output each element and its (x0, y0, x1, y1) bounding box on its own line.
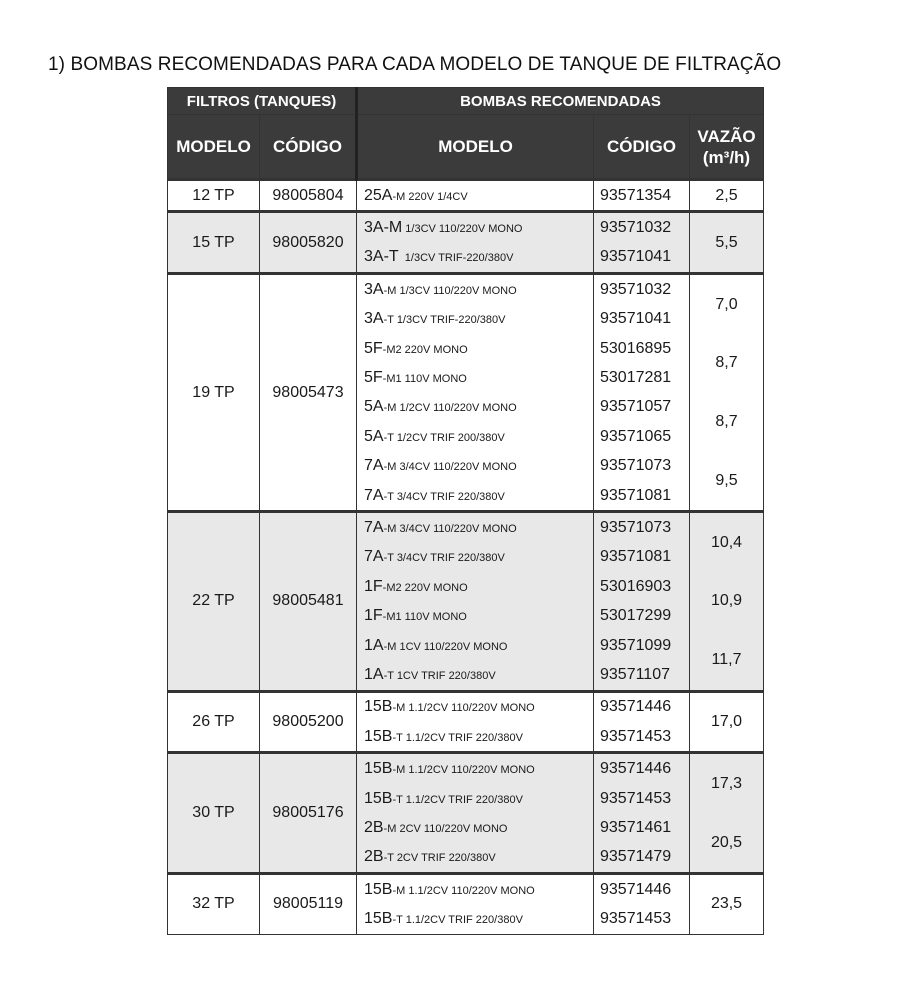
table-body (168, 180, 764, 935)
pump-code-cell: 53017281 (594, 363, 690, 392)
filter-model-cell: 19 TP (168, 274, 260, 512)
page-title: 1) BOMBAS RECOMENDADAS PARA CADA MODELO DE TANQUE DE FILTRAÇÃO (48, 54, 782, 75)
pump-model-cell (357, 363, 594, 392)
pump-model-name: 3A-M (364, 219, 403, 237)
pump-model-cell (357, 305, 594, 334)
pump-model-spec: -M 1.1/2CV 110/220V MONO (392, 884, 535, 897)
pump-model-cell (357, 631, 594, 660)
pump-model-name: 7A (364, 486, 384, 504)
pump-model-cell (357, 512, 594, 543)
pump-model-spec: -M 1/2CV 110/220V MONO (383, 402, 517, 415)
pump-model-spec: -M 2CV 110/220V MONO (383, 822, 508, 835)
pump-model-spec: -T 3/4CV TRIF 220/380V (383, 552, 505, 565)
flow-cell: 20,5 (690, 813, 764, 873)
pump-code-cell: 93571099 (594, 631, 690, 660)
pump-code-cell: 93571446 (594, 691, 690, 722)
pump-code-cell: 93571453 (594, 722, 690, 753)
pump-model-name: 2B (364, 848, 384, 866)
table-row (168, 212, 764, 243)
filter-model-cell: 22 TP (168, 512, 260, 691)
filter-model-cell: 12 TP (168, 180, 260, 212)
pump-model-cell (357, 843, 594, 874)
pump-model-name: 7A (364, 518, 384, 536)
pump-code-cell: 93571453 (594, 904, 690, 934)
flow-cell: 11,7 (690, 631, 764, 691)
filter-model-cell: 15 TP (168, 212, 260, 274)
pump-model-name: 5F (364, 339, 383, 357)
pump-code-cell: 93571461 (594, 813, 690, 842)
pump-model-cell (357, 243, 594, 274)
pump-code-cell: 93571479 (594, 843, 690, 874)
header-flow (690, 115, 764, 180)
pump-model-cell (357, 212, 594, 243)
pump-model-spec: -T 1/2CV TRIF 200/380V (383, 431, 505, 444)
pump-model-spec: -T 1.1/2CV TRIF 220/380V (392, 914, 523, 927)
header-flow-line2: (m³/h) (702, 147, 751, 167)
pump-model-name: 15B (364, 910, 393, 928)
pump-model-spec: -M 3/4CV 110/220V MONO (383, 461, 517, 474)
pump-model-spec: -M 1.1/2CV 110/220V MONO (392, 702, 535, 715)
pump-model-spec: -T 1CV TRIF 220/380V (383, 669, 496, 682)
pump-model-cell (357, 180, 594, 212)
pump-model-cell (357, 873, 594, 904)
pump-code-cell: 93571073 (594, 452, 690, 481)
pump-model-name: 5A (364, 427, 384, 445)
header-flow-line1: VAZÃO (697, 126, 756, 146)
flow-cell: 10,9 (690, 572, 764, 631)
pump-model-spec: -T 2CV TRIF 220/380V (383, 852, 496, 865)
pump-model-name: 15B (364, 760, 393, 778)
pump-recommendation-table (167, 87, 764, 935)
flow-cell: 8,7 (690, 393, 764, 452)
pump-model-spec: -M2 220V MONO (382, 581, 468, 594)
pump-model-cell (357, 904, 594, 934)
pump-code-cell: 93571073 (594, 512, 690, 543)
pump-model-name: 3A (364, 310, 384, 328)
pump-model-name: 15B (364, 880, 393, 898)
pump-model-cell (357, 660, 594, 691)
pump-model-name: 15B (364, 789, 393, 807)
pump-code-cell: 93571446 (594, 873, 690, 904)
table-row (168, 691, 764, 722)
pump-code-cell: 93571032 (594, 274, 690, 305)
table-row (168, 512, 764, 543)
pump-code-cell: 93571354 (594, 180, 690, 212)
pump-model-spec: -M 1.1/2CV 110/220V MONO (392, 764, 535, 777)
pump-model-cell (357, 422, 594, 451)
pump-model-cell (357, 543, 594, 572)
pump-code-cell: 53017299 (594, 601, 690, 630)
filter-code-cell: 98005200 (260, 691, 357, 753)
filter-code-cell: 98005481 (260, 512, 357, 691)
pump-code-cell: 93571065 (594, 422, 690, 451)
pump-model-name: 3A (364, 280, 384, 298)
pump-model-cell (357, 691, 594, 722)
pump-model-spec: -M 220V 1/4CV (392, 190, 468, 203)
pump-model-name: 15B (364, 727, 393, 745)
pump-model-name: 3A-T (364, 248, 399, 266)
pump-model-cell (357, 393, 594, 422)
pump-model-cell (357, 722, 594, 753)
pump-model-name: 15B (364, 698, 393, 716)
pump-code-cell: 93571041 (594, 243, 690, 274)
pump-model-cell (357, 334, 594, 363)
pump-model-cell (357, 572, 594, 601)
pump-model-cell (357, 813, 594, 842)
pump-code-cell: 93571107 (594, 660, 690, 691)
filter-code-cell: 98005119 (260, 873, 357, 934)
pump-model-spec: -T 1/3CV TRIF-220/380V (383, 314, 506, 327)
table-row (168, 753, 764, 784)
flow-cell: 9,5 (690, 452, 764, 512)
pump-model-cell (357, 601, 594, 630)
pump-model-cell (357, 784, 594, 813)
pump-model-spec: -T 1.1/2CV TRIF 220/380V (392, 793, 523, 806)
filter-model-cell: 32 TP (168, 873, 260, 934)
pump-model-name: 2B (364, 818, 384, 836)
pump-model-name: 5A (364, 398, 384, 416)
flow-cell: 7,0 (690, 274, 764, 334)
pump-model-cell (357, 753, 594, 784)
flow-cell: 17,3 (690, 753, 764, 813)
pump-model-spec: -M2 220V MONO (382, 343, 468, 356)
table-row (168, 180, 764, 212)
pump-code-cell: 93571032 (594, 212, 690, 243)
pump-code-cell: 53016895 (594, 334, 690, 363)
pump-model-name: 1F (364, 607, 383, 625)
pump-model-name: 1F (364, 577, 383, 595)
header-pumps-group: BOMBAS RECOMENDADAS (357, 88, 764, 115)
pump-model-spec: -M1 110V MONO (382, 373, 467, 386)
pump-model-cell (357, 274, 594, 305)
pump-model-spec: -M 3/4CV 110/220V MONO (383, 522, 517, 535)
table-row (168, 274, 764, 305)
flow-cell: 10,4 (690, 512, 764, 572)
pump-model-name: 7A (364, 548, 384, 566)
pump-model-spec: -T 1.1/2CV TRIF 220/380V (392, 731, 523, 744)
header-filter-model: MODELO (168, 115, 260, 180)
filter-model-cell: 26 TP (168, 691, 260, 753)
filter-code-cell: 98005473 (260, 274, 357, 512)
pump-model-name: 1A (364, 636, 384, 654)
pump-model-name: 5F (364, 369, 383, 387)
pump-model-name: 7A (364, 457, 384, 475)
table-row (168, 873, 764, 904)
filter-code-cell: 98005804 (260, 180, 357, 212)
filter-code-cell: 98005176 (260, 753, 357, 874)
pump-model-spec: -M 1CV 110/220V MONO (383, 640, 508, 653)
pump-model-spec: 1/3CV TRIF-220/380V (398, 252, 514, 265)
flow-cell: 2,5 (690, 180, 764, 212)
header-filter-code: CÓDIGO (260, 115, 357, 180)
pump-code-cell: 93571081 (594, 481, 690, 512)
pump-code-cell: 93571041 (594, 305, 690, 334)
header-filters-group: FILTROS (TANQUES) (168, 88, 357, 115)
pump-model-spec: 1/3CV 110/220V MONO (402, 223, 523, 236)
header-pump-model: MODELO (357, 115, 594, 180)
flow-cell: 17,0 (690, 691, 764, 753)
filter-model-cell: 30 TP (168, 753, 260, 874)
pump-model-spec: -T 3/4CV TRIF 220/380V (383, 490, 505, 503)
pump-code-cell: 93571453 (594, 784, 690, 813)
flow-cell: 23,5 (690, 873, 764, 934)
pump-model-cell (357, 481, 594, 512)
pump-model-name: 25A (364, 186, 393, 204)
pump-model-spec: -M 1/3CV 110/220V MONO (383, 284, 517, 297)
pump-model-spec: -M1 110V MONO (382, 611, 467, 624)
header-pump-code: CÓDIGO (594, 115, 690, 180)
pump-code-cell: 93571081 (594, 543, 690, 572)
filter-code-cell: 98005820 (260, 212, 357, 274)
pump-model-cell (357, 452, 594, 481)
pump-code-cell: 93571446 (594, 753, 690, 784)
flow-cell: 5,5 (690, 212, 764, 274)
pump-model-name: 1A (364, 665, 384, 683)
pump-code-cell: 93571057 (594, 393, 690, 422)
pump-code-cell: 53016903 (594, 572, 690, 601)
flow-cell: 8,7 (690, 334, 764, 393)
